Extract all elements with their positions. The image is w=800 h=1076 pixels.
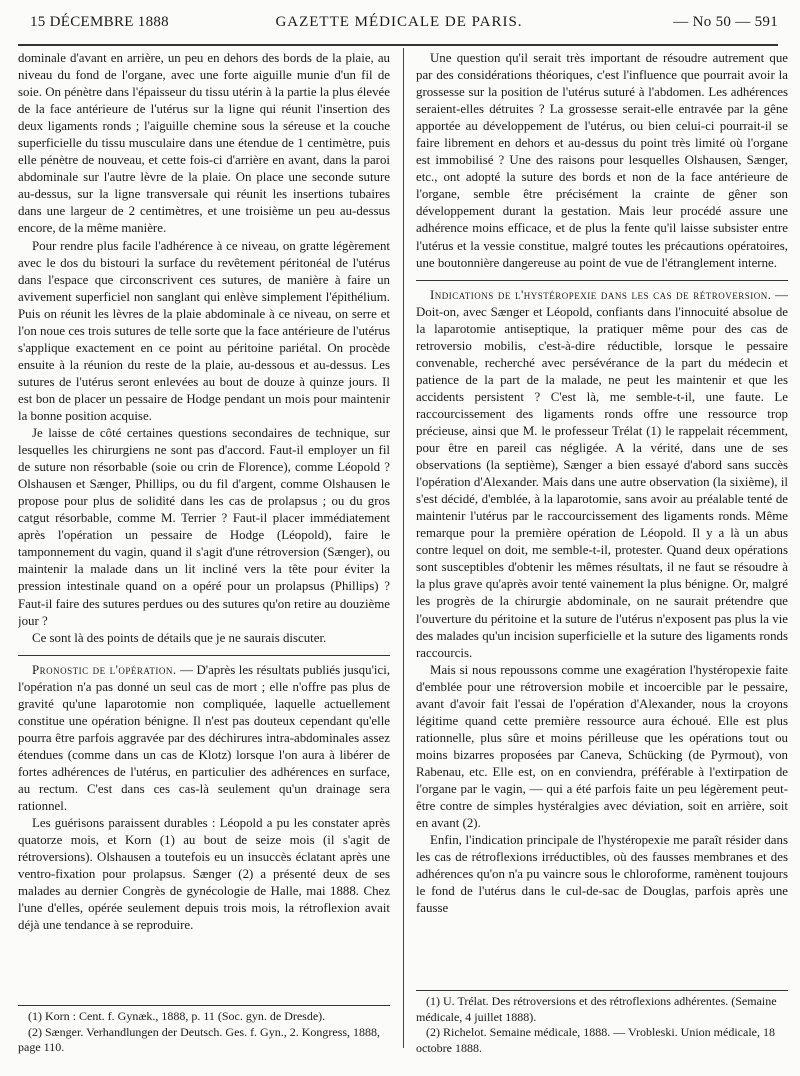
paragraph <box>18 662 390 815</box>
paragraph-text: — Doit-on, avec Sænger et Léopold, confiants dans l'innocuité absolue de la laparotomie antiseptique, la pratiquer même pour des cas de retroversio mobilis, c'est-à-dire réductible, lorsque le pessaire convenable, recherché avec persévérance de la part du médecin et patience de la part de la malade, ne peut les maintenir et que les accidents persistent ? C'est là, me semble-t-il, une faute. Le raccourcissement des ligaments ronds offre une ressource trop précieuse, ainsi que M. le professeur Trélat (1) le rappelait récemment, pour être en pareil cas négligée. A la vérité, dans une de ses observations (la septième), Sænger a bien essayé d'abord sans succès l'opération d'Alexander. Mais dans une autre observation (la sixième), il s'est décidé, d'emblée, à la laparotomie, sans avoir au préalable tenté de maintenir l'utérus par le raccourcissement des ligaments ronds. Même remarque pour la première opération de Léopold. Il y a là un abus contre lequel on doit, me semble-t-il, protester. Quand deux opérations sont susceptibles d'obtenir les mêmes résultats, il ne faut se résoudre à la plus grave qu'après avoir tenté vainement la plus bénigne. Or, malgré les progrès de la chirurgie abdominale, on ne saurait prétendre que l'ouverture du péritoine et la suture de l'utérus n'exposent pas plus la vie des malades qu'un incision superficielle et la suture des ligaments ronds raccourcis. <box>416 287 788 660</box>
paragraph: Mais si nous repoussons comme une exagération l'hystéropexie faite d'emblée pour une rétroversion mobile et incoercible par le pessaire, avant d'avoir fait l'essai de l'opération d'Alexander, nous la croyons légitime quand cette première ressource aura échoué. Elle est plus rationnelle, plus sûre et moins périlleuse que les opérations tout ou moins bizarres proposées par Caneva, Schücking (de Pyrmout), von Rabenau, etc. Elle est, on en conviendra, préférable à l'extirpation de l'organe par le vagin, — qui a été parfois faite un peu légèrement peut-être contre de simples hystéralgies avec déviation, soit en arrière, soit en avant (2). <box>416 662 788 831</box>
header-rule <box>18 44 778 46</box>
footnote-rule <box>18 1005 390 1006</box>
footnote: (1) Korn : Cent. f. Gynæk., 1888, p. 11 (Soc. gyn. de Dresde). <box>28 1009 326 1023</box>
paragraph <box>416 287 788 662</box>
right-column <box>416 50 788 1000</box>
footnote: (1) U. Trélat. Des rétroversions et des rétroflexions adhérentes. (Semaine médicale, 4 juillet 1888). <box>416 994 777 1024</box>
header-date: 15 DÉCEMBRE 1888 <box>30 14 169 30</box>
paragraph: dominale d'avant en arrière, un peu en dehors des bords de la plaie, au niveau du fond de l'organe, avec une forte aiguille munie d'un fil de soie. On pénètre dans l'épaisseur du tissu utérin à la partie la plus élevée de la face antérieure de l'utérus sur la ligne qui réunit l'insertion des deux ligaments ronds ; l'aiguille chemine sous la séreuse et la couche superficielle du tissu musculaire dans une étendue de 1 centimètre, puis elle pénètre de nouveau, et cette fois-ci d'arrière en avant, dans la paroi abdominale sur l'autre lèvre de la plaie. On place une seconde suture au-dessus, sur la ligne transversale qui réunit les insertions tubaires dans une largeur de 2 centimètres, et une troisième un peu au-dessus encore, de la même manière. <box>18 51 390 236</box>
page-number: — No 50 — 591 <box>673 14 778 30</box>
footnote: (2) Richelot. Semaine médicale, 1888. — Vrobleski. Union médicale, 18 octobre 1888. <box>416 1025 775 1055</box>
right-footnotes <box>416 994 788 1056</box>
paragraph: Les guérisons paraissent durables : Léopold a pu les constater après quatorze mois, et Korn (1) au bout de seize mois (il s'agit de rétroversions). Olshausen a toutefois eu un insuccès éclatant après une ventro-fixation pour prolapsus. Sænger (2) a présenté deux de ses malades au dernier Congrès de gynécologie de Halle, mai 1888. Chez l'une d'elles, opérée seulement depuis trois mois, la rétroflexion avait déjà une tendance à se reproduire. <box>18 816 390 933</box>
section-divider <box>18 655 390 656</box>
section-heading: Indications de l'hystéropexie dans les cas de rétroversion. <box>430 287 772 302</box>
left-column <box>18 50 390 1000</box>
paragraph: Ce sont là des points de détails que je ne saurais discuter. <box>32 630 327 645</box>
section-heading: Pronostic de l'opération. <box>32 662 177 677</box>
journal-title: GAZETTE MÉDICALE DE PARIS. <box>275 14 523 30</box>
column-divider <box>403 48 404 1048</box>
footnote: (2) Sænger. Verhandlungen der Deutsch. Ges. f. Gyn., 2. Kongress, 1888, page 110. <box>18 1024 381 1054</box>
paragraph: Pour rendre plus facile l'adhérence à ce niveau, on gratte légèrement avec le dos du bistouri la surface du revêtement péritonéal de l'utérus dans l'espace que circonscrivent ces sutures, de manière à faire un avivement superficiel non sanglant qui enlève simplement l'épithélium. Puis on réunit les lèvres de la plaie abdominale à ce niveau, on serre et l'on noue ces trois sutures de telle sorte que la face antérieure de l'utérus s'applique exactement en ce point au péritoine pariétal. On procède ensuite à la réunion du reste de la plaie, au-dessous et au-dessus. Les sutures de l'utérus seront enlevées au bout de douze à quinze jours. Il est bon de placer un pessaire de Hodge pendant un mois pour maintenir la bonne position acquise. <box>18 238 390 423</box>
left-footnotes <box>18 1009 390 1056</box>
paragraph: Je laisse de côté certaines questions secondaires de technique, sur lesquelles les chirurgiens ne sont pas d'accord. Faut-il employer un fil de suture non résorbable (soie ou crin de Florence), comme Léopold ? Olshausen et Sænger, Phillips, ou du fil d'argent, comme Olshausen le propose pour plus de solidité dans les cas de prolapsus ; ou du gros catgut résorbable, comme M. Terrier ? Faut-il placer immédiatement après l'opération un pessaire de Hodge (Léopold), faire le tamponnement du vagin, quand il s'agit d'une rétroversion (Sænger), ou maintenir la malade dans un lit incliné vers la tête pour éviter la pression intestinale quand on a opéré pour un prolapsus (Phillips) ? Faut-il faire des sutures perdues ou des sutures qu'on retire au douzième jour ? <box>18 426 390 628</box>
paragraph: Enfin, l'indication principale de l'hystéropexie me paraît résider dans les cas de rétroflexions irréductibles, où des fausses membranes et des adhérences qu'on n'a pu vaincre sous le chloroforme, ramènent toujours le fond de l'utérus dans le cul-de-sac de Douglas, parfois après une fausse <box>416 833 788 916</box>
footnote-rule <box>416 990 788 991</box>
paragraph-text: — D'après les résultats publiés jusqu'ici, l'opération n'a pas donné un seul cas de mort ; elle n'offre pas plus de gravité qu'une laparotomie non compliquée, laquelle actuellement constitue une opération bénigne. Il n'est pas douteux cependant qu'elle pourra être parfois aggravée par des déchirures intra-abdominales assez étendues (comme dans un cas de Klotz) lorsque l'on aura à libérer de fortes adhérences de l'utérus, en particulier des adhérences en surface, au rectum. C'est dans ces cas-là seulement qu'un drainage sera rationnel. <box>18 662 390 814</box>
paragraph: Une question qu'il serait très important de résoudre autrement que par des considérations théoriques, c'est l'influence que pourrait avoir la grossesse sur la position de l'utérus suturé à l'abdomen. Les adhérences seraient-elles détruites ? La grossesse serait-elle entravée par la gêne apportée au développement de l'utérus, ou bien celui-ci pourrait-il se faire librement en dehors et au-dessus du point très limité où l'organe est immobilisé ? Une des raisons pour lesquelles Olshausen, Sænger, etc., ont adopté la suture des bords et non de la face antérieure de l'organe, semble être précisément la crainte de gêner son développement durant la gestation. Mais leur procédé assure une adhérence moins efficace, et de plus la fente qu'il laisse subsister entre l'utérus et la vessie constitue, malgré toutes les précautions opératoires, une boutonnière dangereuse au point de vue de l'étranglement interne. <box>416 51 788 270</box>
running-header <box>20 8 778 38</box>
section-divider <box>416 280 788 281</box>
